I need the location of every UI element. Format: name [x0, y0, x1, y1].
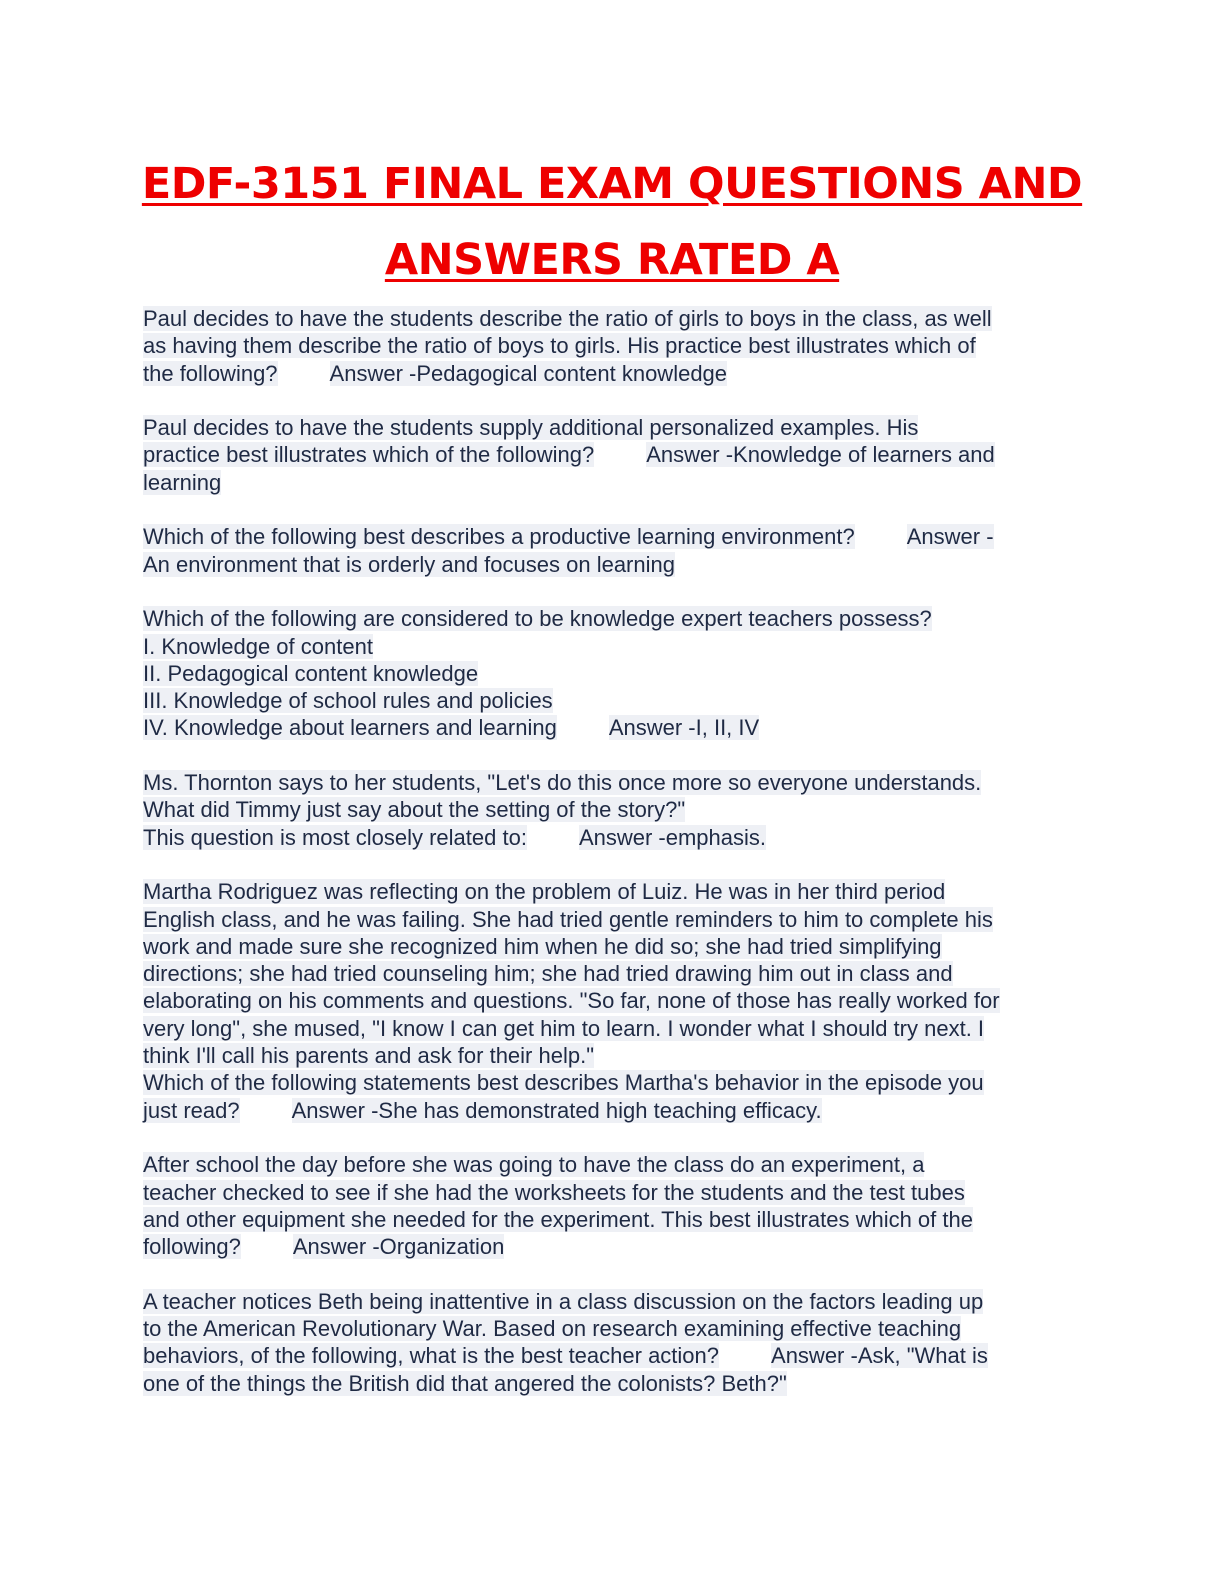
question-line: work and made sure she recognized him when he did so; she had tried simplifying	[143, 933, 942, 959]
question-line: Martha Rodriguez was reflecting on the problem of Luiz. He was in her third period	[143, 879, 946, 905]
question-line: teacher checked to see if she had the worksheets for the students and the test tubes	[143, 1179, 965, 1205]
answer-text: Answer -emphasis.	[578, 824, 767, 850]
question-line: Which of the following are considered to be knowledge expert teachers possess?	[143, 606, 932, 632]
answer-continuation: one of the things the British did that angered the colonists? Beth?"	[143, 1370, 787, 1396]
title-line-1: EDF-3151 FINAL EXAM QUESTIONS AND	[141, 159, 1083, 209]
question-text: the following?	[143, 360, 278, 386]
question-line: Paul decides to have the students supply additional personalized examples. His	[143, 415, 919, 441]
question-line: elaborating on his comments and questions. "So far, none of those has really worked for	[143, 988, 1000, 1014]
qa-item	[143, 414, 1083, 496]
qa-item	[143, 1288, 1083, 1397]
answer-continuation: learning	[143, 469, 222, 495]
question-line: Which of the following statements best describes Martha's behavior in the episode you	[143, 1070, 984, 1096]
question-line: to the American Revolutionary War. Based on research examining effective teaching	[143, 1315, 962, 1341]
question-text: IV. Knowledge about learners and learning	[143, 715, 557, 741]
question-text: following?	[143, 1234, 241, 1260]
question-line: What did Timmy just say about the setting of the story?"	[143, 797, 686, 823]
question-line: English class, and he was failing. She had tried gentle reminders to him to complete his	[143, 906, 993, 932]
question-line: Ms. Thornton says to her students, "Let's do this once more so everyone understands.	[143, 770, 982, 796]
question-line: and other equipment she needed for the experiment. This best illustrates which of the	[143, 1206, 973, 1232]
question-line: Paul decides to have the students describe the ratio of girls to boys in the class, as well	[143, 306, 992, 331]
question-text: This question is most closely related to:	[143, 824, 527, 850]
document-title	[100, 146, 1124, 298]
question-line: A teacher notices Beth being inattentive in a class discussion on the factors leading up	[143, 1288, 984, 1314]
qa-item	[143, 523, 1083, 578]
question-line: very long", she mused, "I know I can get him to learn. I wonder what I should try next. I	[143, 1015, 985, 1041]
qa-item	[143, 305, 1083, 387]
qa-item	[143, 605, 1083, 741]
question-line: as having them describe the ratio of boys to girls. His practice best illustrates which of	[143, 333, 976, 359]
question-line: think I'll call his parents and ask for their help."	[143, 1043, 595, 1069]
answer-text: Answer -	[906, 524, 994, 550]
answer-text: Answer -Knowledge of learners and	[646, 442, 995, 468]
answer-continuation: An environment that is orderly and focuses on learning	[143, 551, 675, 577]
question-text: practice best illustrates which of the following?	[143, 442, 595, 468]
question-line: II. Pedagogical content knowledge	[143, 660, 479, 686]
question-text: behaviors, of the following, what is the best teacher action?	[143, 1343, 720, 1369]
answer-text: Answer -I, II, IV	[608, 715, 760, 741]
answer-text: Answer -Pedagogical content knowledge	[329, 360, 728, 386]
question-text: just read?	[143, 1097, 240, 1123]
question-line: After school the day before she was going to have the class do an experiment, a	[143, 1152, 925, 1178]
qa-item	[143, 878, 1083, 1124]
question-line: I. Knowledge of content	[143, 633, 373, 659]
question-text: Which of the following best describes a productive learning environment?	[143, 524, 855, 550]
qa-item	[143, 1151, 1083, 1260]
qa-list	[143, 305, 1083, 1424]
title-line-2: ANSWERS RATED A	[384, 235, 840, 285]
question-line: directions; she had tried counseling him; she had tried drawing him out in class and	[143, 961, 953, 987]
answer-text: Answer -She has demonstrated high teaching efficacy.	[291, 1097, 822, 1123]
qa-item	[143, 769, 1083, 851]
answer-text: Answer -Ask, "What is	[771, 1343, 988, 1369]
question-line: III. Knowledge of school rules and policies	[143, 688, 553, 714]
answer-text: Answer -Organization	[292, 1234, 505, 1260]
